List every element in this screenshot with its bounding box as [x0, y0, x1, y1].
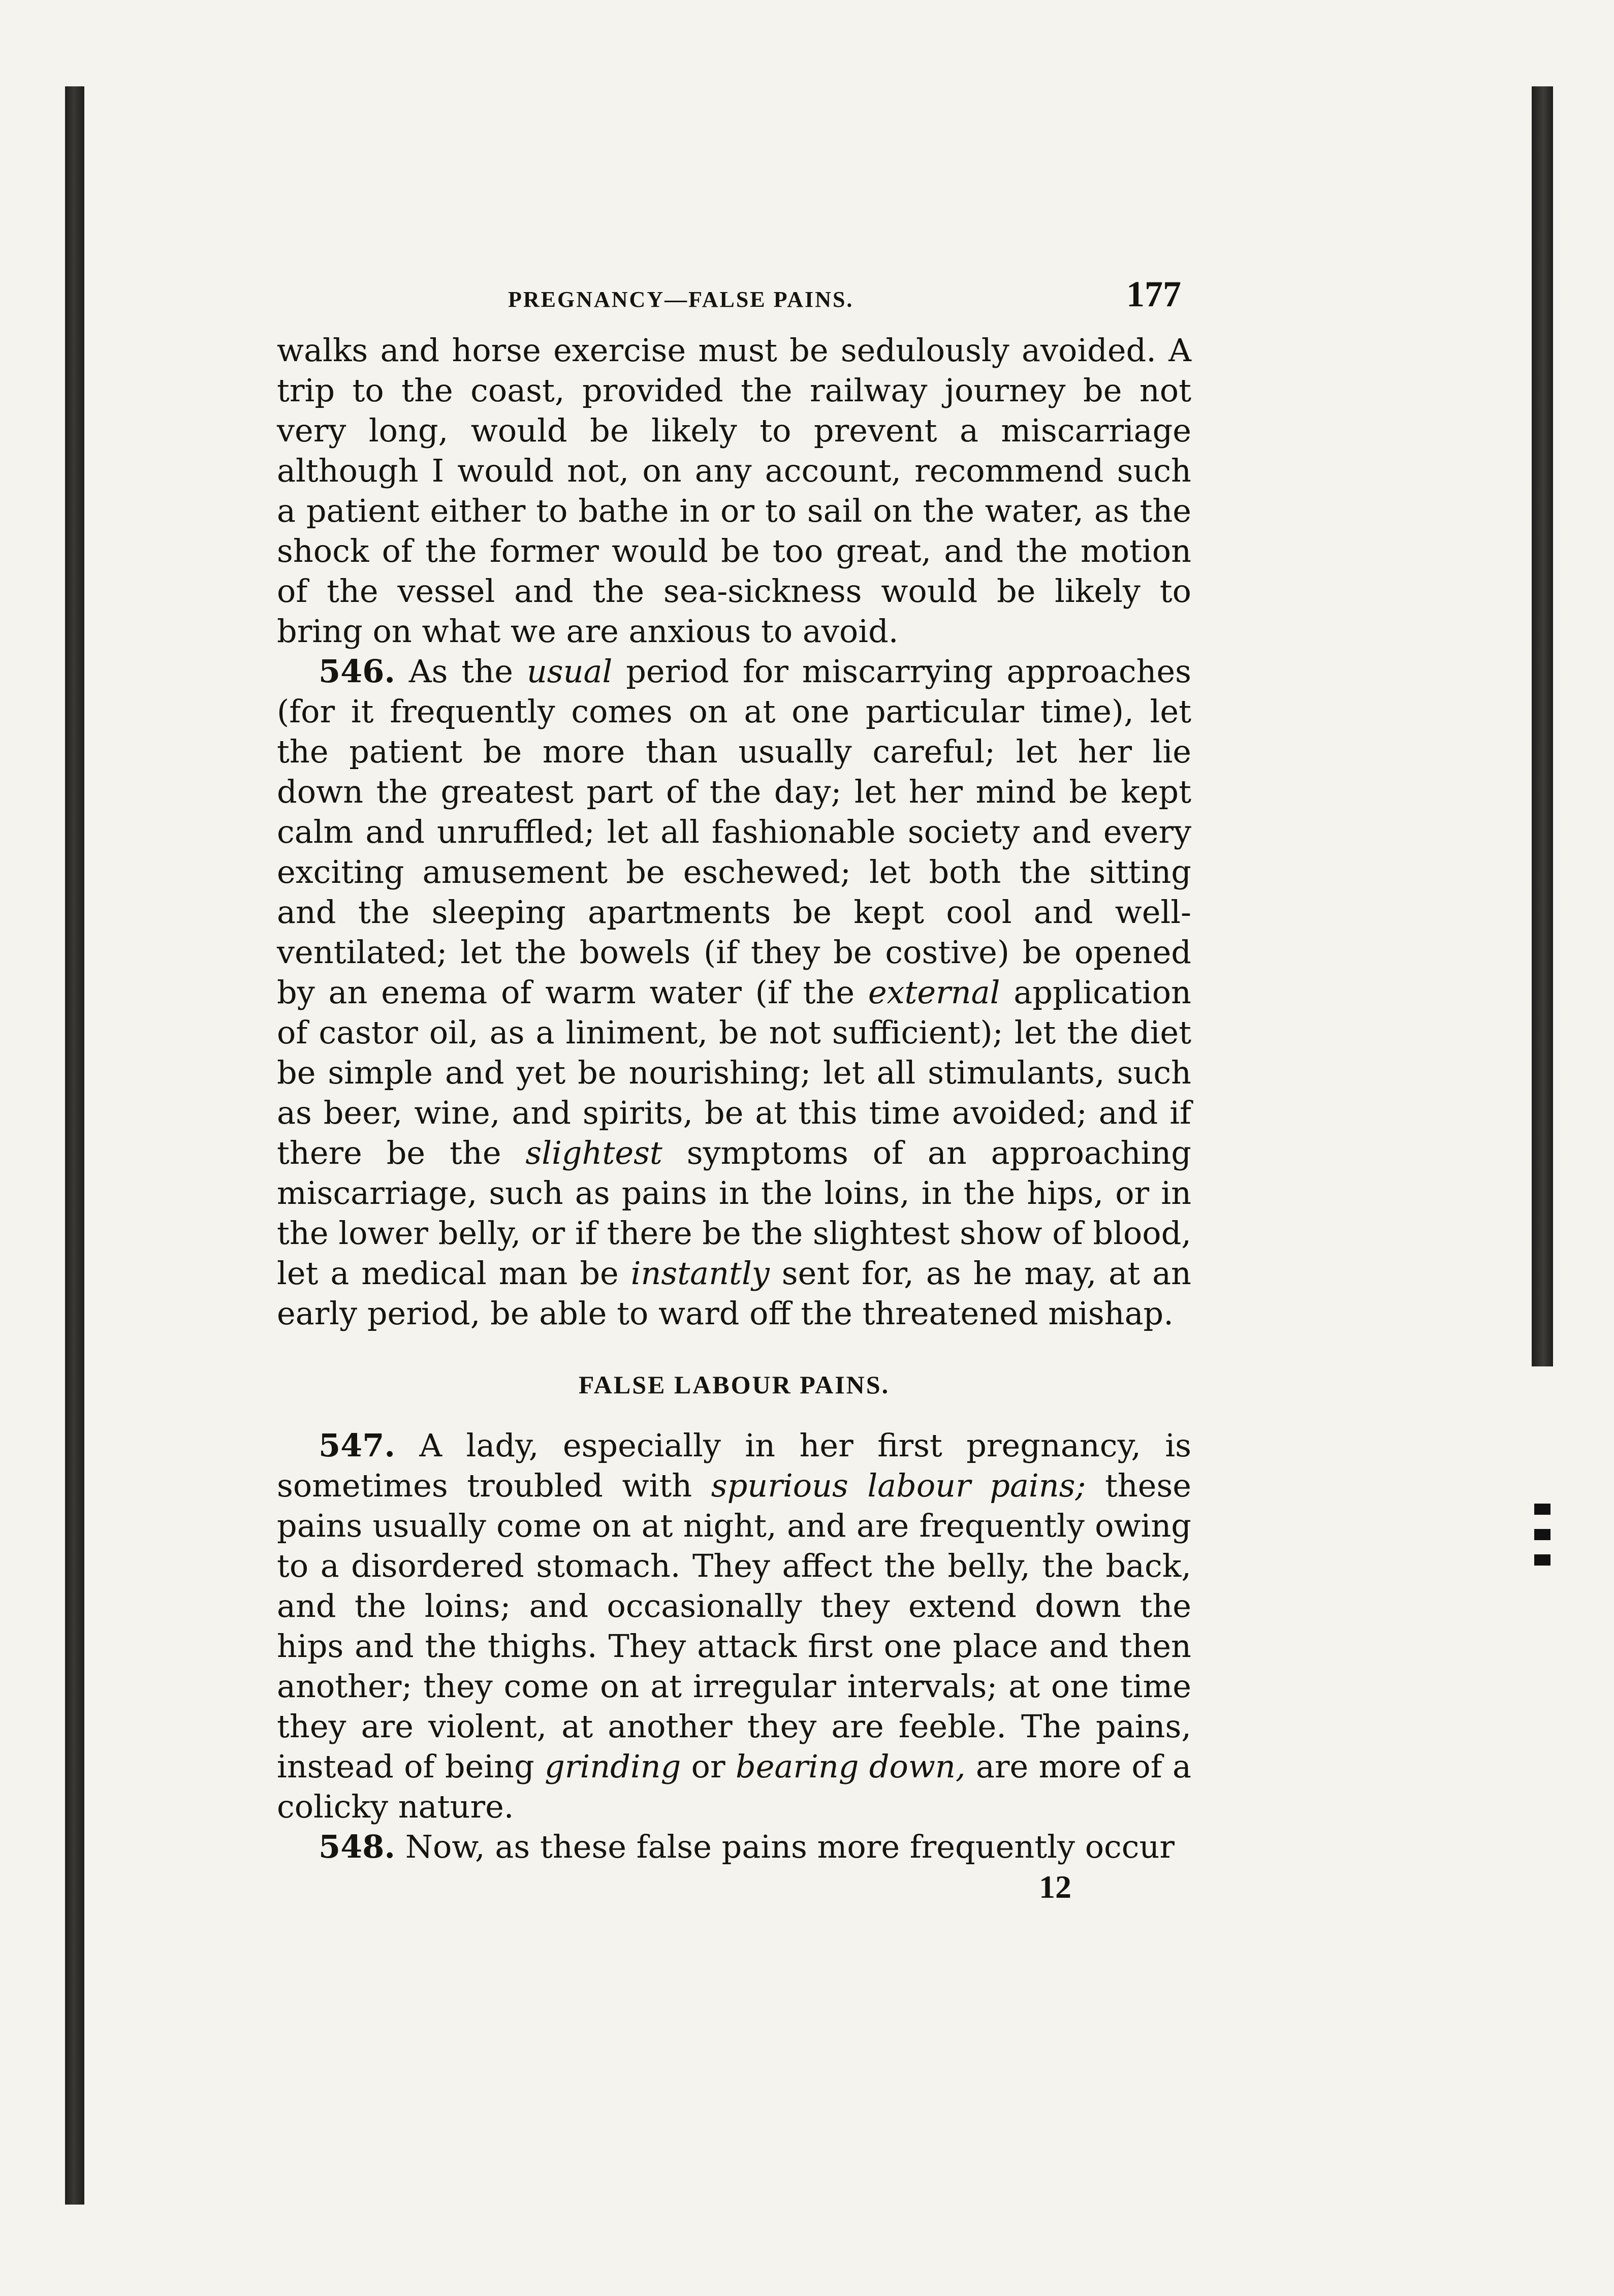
paragraph-number: 546. — [319, 653, 396, 690]
edge-mark — [1534, 1529, 1550, 1540]
paragraph-546 — [277, 651, 1191, 1333]
edge-mark — [1534, 1554, 1550, 1566]
page-number: 177 — [1126, 274, 1181, 314]
paragraph-547 — [277, 1425, 1191, 1827]
paragraph-number: 547. — [319, 1427, 396, 1464]
emphasis: grinding — [545, 1748, 681, 1785]
paragraph-text: or — [681, 1748, 736, 1785]
paragraph-text: sent for, as he may, at an early period, be able to ward off the threatened mishap. — [277, 1255, 1191, 1332]
running-title: PREGNANCY—FALSE PAINS. — [508, 287, 854, 312]
emphasis: slightest — [525, 1134, 662, 1171]
paragraph-text: are more of a colicky nature. — [277, 1748, 1192, 1825]
page-edge-shadow-left — [65, 86, 84, 2205]
paragraph-text: symptoms of an approaching miscarriage, such as pains in the loins, in the hips, or in the lower belly, or if there be the slightest show of blood, let a medical man be — [277, 1134, 1191, 1292]
paragraph-text: As the — [395, 653, 527, 690]
page-edge-shadow-right — [1532, 86, 1553, 1366]
paragraph-548 — [277, 1827, 1191, 1867]
paragraph-number: 548. — [319, 1828, 396, 1865]
paragraph-text: period for miscarrying approaches (for it frequently comes on at one particular time), let the patient be more than usually careful; let her lie down the greatest part of the day; let her mind be kept calm and unruffled; let all fashionable society and every exciting amusement be eschewed; let both the sitting and the sleeping apartments be kept cool and well-ventilated; let the bowels (if they be costive) be opened by an enema of warm water (if the — [277, 653, 1191, 1011]
paragraph-text: A lady, especially in her first pregnancy, is sometimes troubled with — [277, 1427, 1191, 1504]
paragraph-text: application of castor oil, as a liniment, be not sufficient); let the diet be simple and yet be nourishing; let all stimulants, such as beer, wine, and spirits, be at this time avoided; and if there be the — [277, 974, 1191, 1171]
paragraph-text: Now, as these false pains more frequently occur — [395, 1828, 1175, 1865]
signature-mark-row — [277, 1867, 1191, 1912]
paragraph-continued: walks and horse exercise must be sedulously avoided. A trip to the coast, provided the railway journey be not very long, would be likely to prevent a miscarriage although I would not, on any account, recommend such a patient either to bathe in or to sail on the water, as the shock of the former would be too great, and the motion of the vessel and the sea-sickness would be likely to bring on what we are anxious to avoid. — [277, 332, 1191, 650]
emphasis: instantly — [630, 1255, 770, 1292]
paragraph-text: these pains usually come on at night, and are frequently owing to a disordered stomach. They affect the belly, the back, and the loins; and occasionally they extend down the hips and the thighs. They attack first one place and then another; they come on at irregular intervals; at one time they are violent, at another they are feeble. The pains, instead of being — [277, 1467, 1191, 1785]
emphasis: usual — [526, 653, 613, 690]
emphasis: spurious labour pains; — [711, 1467, 1086, 1504]
emphasis: external — [868, 974, 1000, 1011]
book-page — [277, 274, 1191, 1912]
section-heading: FALSE LABOUR PAINS. — [578, 1370, 890, 1399]
running-head — [277, 274, 1191, 325]
signature-mark: 12 — [1039, 1869, 1071, 1905]
emphasis: bearing down, — [736, 1748, 966, 1785]
edge-mark — [1534, 1504, 1550, 1515]
